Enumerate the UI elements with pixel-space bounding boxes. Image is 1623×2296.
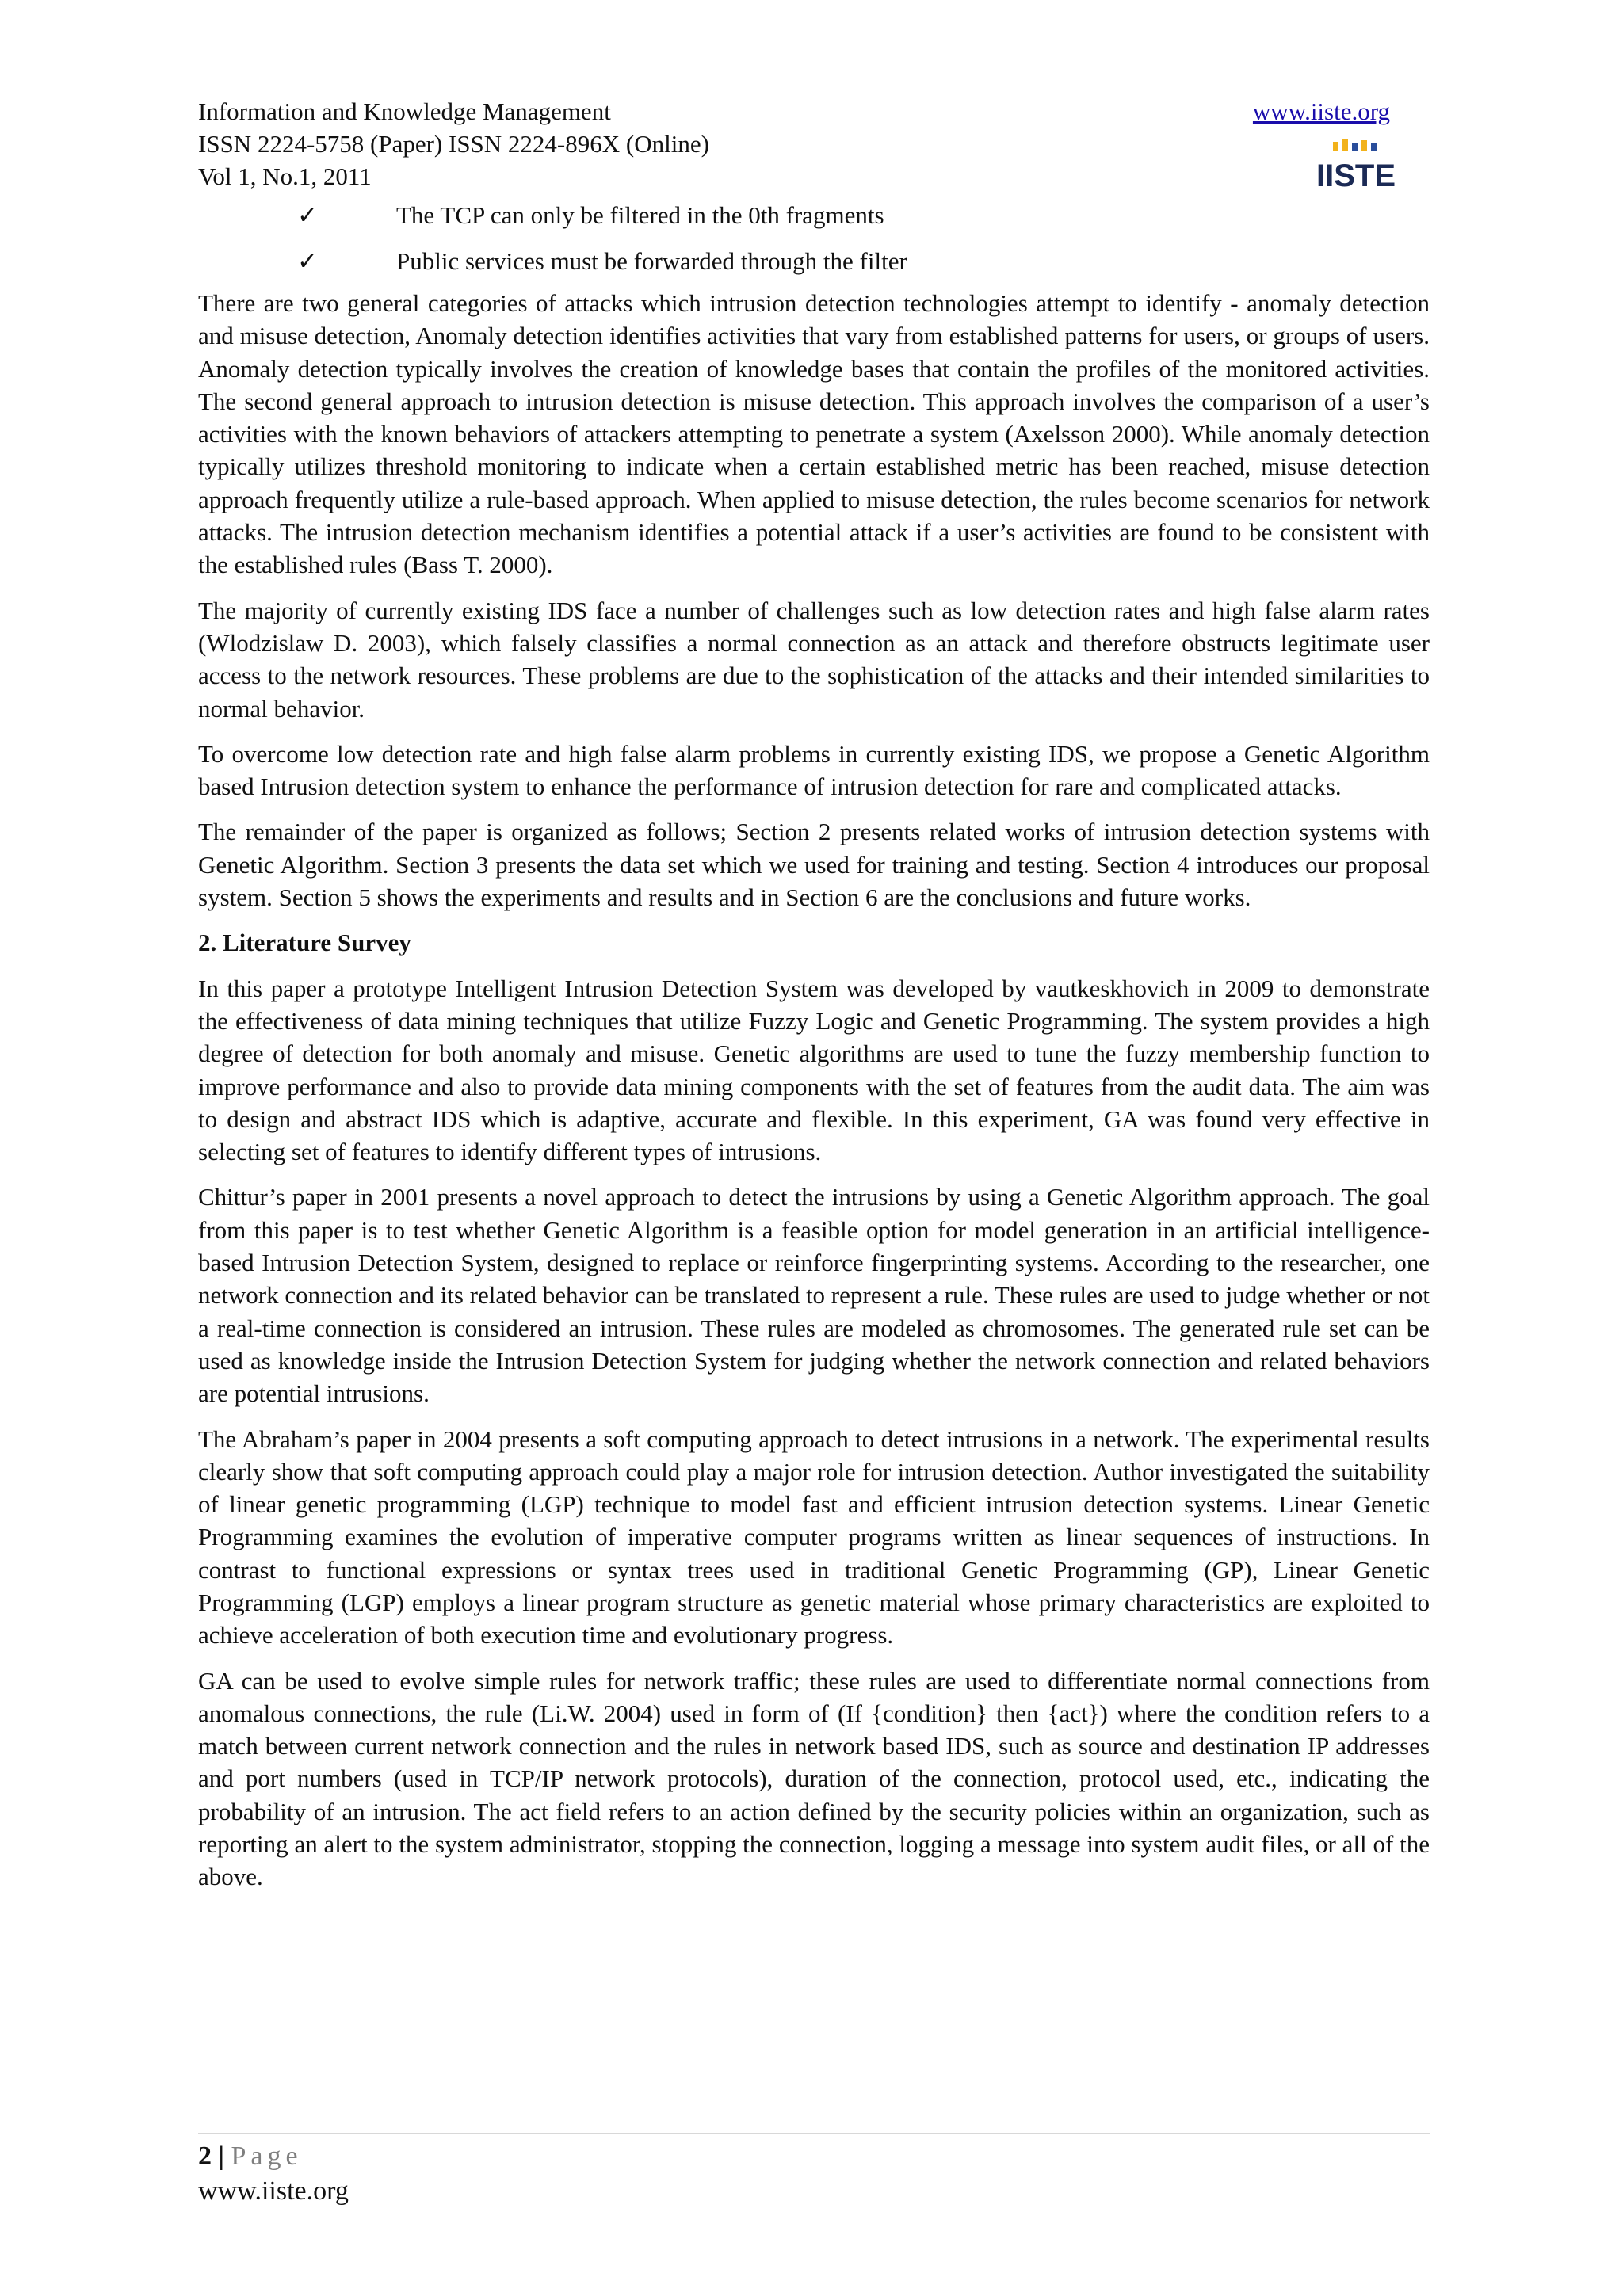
- section-heading: 2. Literature Survey: [198, 929, 411, 957]
- paragraph-ids-challenges: The majority of currently existing IDS face a number of challenges such as low detection rates and high false alarm rates (Wlodzislaw D. 2003), which falsely classifies a normal connection as an attack and therefore obstructs legitimate user access to the network resources. These problems are due to the sophistication of the attacks and their intended similarities to normal behavior.: [198, 596, 1430, 723]
- list-item: [198, 242, 1430, 288]
- paragraph-organization: The remainder of the paper is organized as follows; Section 2 presents related works of intrusion detection systems with Genetic Algorithm. Section 3 presents the data set which we used for training and testing. Section 4 introduces our proposal system. Section 5 shows the experiments and results and in Section 6 are the conclusions and future works.: [198, 818, 1430, 912]
- paragraph-abraham: The Abraham’s paper in 2004 presents a soft computing approach to detect intrusions in a network. The experimental results clearly show that soft computing approach could play a major role for intrusion detection. Author investigated the suitability of linear genetic programming (LGP) technique to model fast and efficient intrusion detection systems. Linear Genetic Programming examines the evolution of imperative computer programs written as linear sequences of instructions. In contrast to functional expressions or syntax trees used in traditional Genetic Programming (GP), Linear Genetic Programming (LGP) employs a linear program structure as genetic material whose primary characteristics are exploited to achieve acceleration of both execution time and evolutionary progress.: [198, 1425, 1430, 1650]
- list-item: [198, 196, 1430, 242]
- website-link[interactable]: www.iiste.org: [1252, 97, 1390, 125]
- bullet-text: The TCP can only be filtered in the 0th fragments: [396, 201, 884, 229]
- volume-line: Vol 1, No.1, 2011: [198, 162, 372, 190]
- paragraph-attack-categories: There are two general categories of attacks which intrusion detection technologies attempt to identify - anomaly detection and misuse detection, Anomaly detection identifies activities that vary from established patterns for users, or groups of users. Anomaly detection typically involves the creation of knowledge bases that contain the profiles of the monitored activities. The second general approach to intrusion detection is misuse detection. This approach involves the comparison of a user’s activities with the known behaviors of attackers attempting to penetrate a system (Axelsson 2000). While anomaly detection typically utilizes threshold monitoring to indicate when a certain established metric has been reached, misuse detection approach frequently utilize a rule-based approach. When applied to misuse detection, the rules become scenarios for network attacks. The intrusion detection mechanism identifies a potential attack if a user’s activities are found to be consistent with the established rules (Bass T. 2000).: [198, 289, 1430, 579]
- iiste-logo: [1316, 139, 1396, 196]
- paragraph-chittur: Chittur’s paper in 2001 presents a novel approach to detect the intrusions by using a Genetic Algorithm approach. The goal from this paper is to test whether Genetic Algorithm is a feasible option for model generation in an artificial intelligence- based Intrusion Detection System, designed to replace or reinforce fingerprinting systems. According to the researcher, one network connection and its related behavior can be translated to represent a rule. These rules are used to judge whether or not a real-time connection is considered an intrusion. These rules are modeled as chromosomes. The generated rule set can be used as knowledge inside the Intrusion Detection System for judging whether the network connection and related behaviors are potential intrusions.: [198, 1183, 1430, 1408]
- bullet-text: Public services must be forwarded through the filter: [396, 247, 907, 275]
- logo-text: IISTE: [1316, 158, 1396, 193]
- page-label: Page: [231, 2142, 303, 2171]
- issn-line: ISSN 2224-5758 (Paper) ISSN 2224-896X (Online): [198, 130, 709, 158]
- page-footer: [198, 2139, 349, 2209]
- paragraph-prototype-ids: In this paper a prototype Intelligent Intrusion Detection System was developed by vautkeskhovich in 2009 to demonstrate the effectiveness of data mining techniques that utilize Fuzzy Logic and Genetic Programming. The system provides a high degree of detection for both anomaly and misuse. Genetic algorithms are used to tune the fuzzy membership function to improve performance and also to provide data mining components with the set of features from the audit data. The aim was to design and abstract IDS which is adaptive, accurate and flexible. In this experiment, GA was found very effective in selecting set of features to identify different types of intrusions.: [198, 974, 1430, 1166]
- checkmark-icon: ✓: [297, 201, 318, 229]
- page-number-line: [198, 2139, 349, 2174]
- page-header: [198, 95, 1390, 193]
- bullet-list: [198, 196, 1430, 288]
- journal-title: Information and Knowledge Management: [198, 97, 611, 125]
- body-text: [198, 287, 1430, 1906]
- page-separator: |: [218, 2142, 224, 2171]
- paragraph-ga-rules: GA can be used to evolve simple rules for network traffic; these rules are used to differentiate normal connections from anomalous connections, the rule (Li.W. 2004) used in form of (If {condition} then {act}) where the condition refers to a match between current network connection and the rules in network based IDS, such as source and destination IP addresses and port numbers (used in TCP/IP network protocols), duration of the connection, protocol used, etc., indicating the probability of an intrusion. The act field refers to an action defined by the security policies within an organization, such as reporting an alert to the system administrator, stopping the connection, logging a message into system audit files, or all of the above.: [198, 1666, 1430, 1891]
- paragraph-proposal: To overcome low detection rate and high false alarm problems in currently existing IDS, we propose a Genetic Algorithm based Intrusion detection system to enhance the performance of intrusion detection for rare and complicated attacks.: [198, 739, 1430, 801]
- page-number: 2: [198, 2142, 212, 2171]
- footer-divider: [198, 2133, 1430, 2134]
- checkmark-icon: ✓: [297, 247, 318, 275]
- footer-website: www.iiste.org: [198, 2176, 349, 2206]
